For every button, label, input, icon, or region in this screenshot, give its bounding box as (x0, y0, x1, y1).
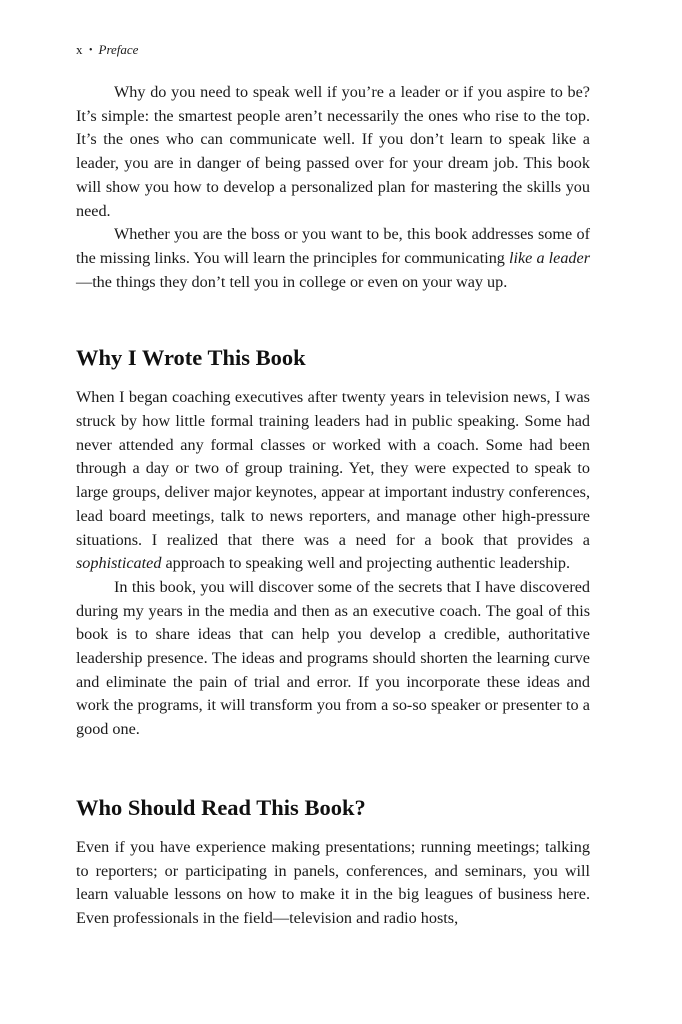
intro-paragraph-1: Why do you need to speak well if you’re a leader or if you aspire to be? It’s simple: the smartest people aren’t necessarily the ones who rise to the top. It’s the ones who can communicate well. If you don’t learn to speak like a leader, you are in danger of being passed over for your dream job. This book will show you how to develop a personalized plan for mastering the skills you need. (76, 83, 590, 220)
intro-paragraph-2-emphasis: like a leader (509, 248, 590, 267)
intro-paragraph-2-text-b: —the things they don’t tell you in college or even on your way up. (76, 272, 508, 291)
who-paragraph-1: Even if you have experience making presentations; running meetings; talking to reporters; or participating in panels, conferences, and seminars, you will learn valuable lessons on how to make it in the big leagues of business here. Even professionals in the field—television and radio hosts, (76, 837, 590, 927)
why-paragraph-1-text-a: When I began coaching executives after twenty years in television news, I was struck by how little formal training leaders had in public speaking. Some had never attended any formal classes or worked with a coach. Some had been through a day or two of group training. Yet, they were expected to speak to large groups, deliver major keynotes, appear at important industry conferences, lead board meetings, talk to news reporters, and manage other high-pressure situations. I realized that there was a need for a book that provides a (76, 388, 590, 549)
running-head (76, 40, 590, 61)
book-page (76, 40, 590, 931)
why-paragraph-1 (76, 386, 590, 576)
bullet-separator: • (89, 45, 93, 56)
why-paragraph-1-text-b: approach to speaking well and projecting authentic leadership. (161, 554, 571, 573)
why-paragraph-1-emphasis: sophisticated (76, 554, 162, 573)
running-head-title: Preface (98, 42, 139, 57)
section-heading-why: Why I Wrote This Book (76, 345, 306, 371)
page-number: x (76, 42, 83, 57)
intro-paragraph-2 (76, 223, 590, 294)
why-paragraph-2: In this book, you will discover some of the secrets that I have discovered during my years in the media and then as an executive coach. The goal of this book is to share ideas that can help you develop a credible, authoritative leadership presence. The ideas and programs should shorten the learning curve and eliminate the pain of trial and error. If you incorporate these ideas and work the programs, it will transform you from a so-so speaker or presenter to a good one. (76, 577, 590, 739)
intro-paragraph-2-text-a: Whether you are the boss or you want to be, this book addresses some of the missing links. You will learn the principles for communicating (76, 225, 590, 267)
section-heading-who: Who Should Read This Book? (76, 794, 366, 820)
